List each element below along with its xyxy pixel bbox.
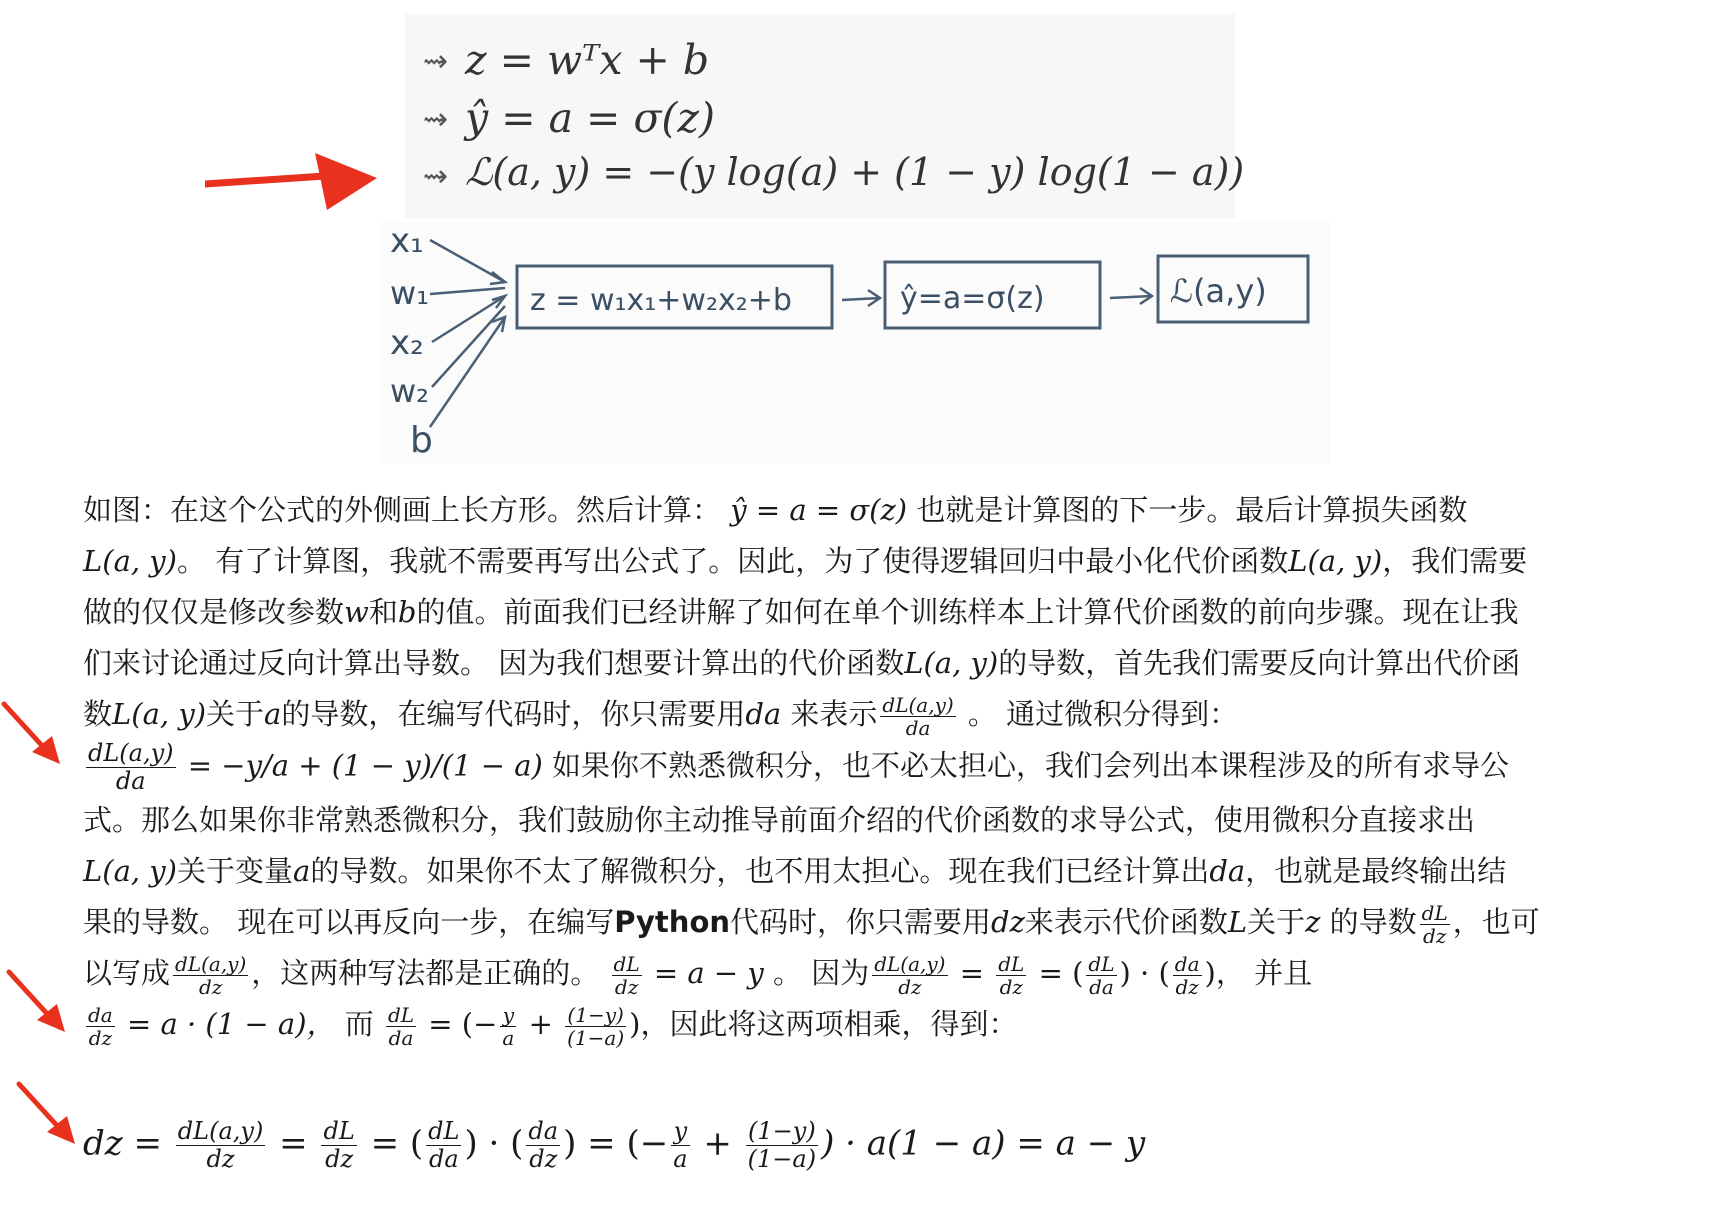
equation-part: ) · ( <box>464 1123 524 1164</box>
graph-input-x2: x₂ <box>390 323 424 363</box>
fraction-numerator: da <box>528 1117 559 1145</box>
fraction-denominator: da <box>428 1145 459 1173</box>
text-run: 和 <box>368 595 398 629</box>
fraction-numerator: dL <box>428 1117 460 1145</box>
text-run: 如图：在这个公式的外侧画上长方形。然后计算： <box>83 493 722 527</box>
formula-line-2: ŷ = a = σ(z) <box>465 94 716 142</box>
check-arrow-icon: ⇝ <box>423 44 449 79</box>
fraction-numerator: y <box>671 1118 689 1146</box>
fraction-denominator: dz <box>206 1145 235 1173</box>
red-arrow-icon <box>205 148 385 212</box>
graph-box-z-label: z = w₁x₁+w₂x₂+b <box>530 283 792 318</box>
paragraph <box>83 485 1695 1050</box>
graph-arrow-2 <box>1110 288 1152 304</box>
fraction <box>565 1004 626 1049</box>
fraction-numerator: dL <box>387 1002 415 1027</box>
graph-input-w2: w₂ <box>390 372 429 410</box>
inline-math: da <box>745 697 782 731</box>
inline-math: L(a, y) <box>83 544 177 578</box>
graph-box-yhat-label: ŷ=a=σ(z) <box>900 281 1045 316</box>
fraction <box>1086 953 1116 998</box>
fraction <box>173 953 248 998</box>
fraction-numerator: dL <box>613 951 640 976</box>
graph-arrow-1 <box>842 290 880 306</box>
graph-box-loss-label: ℒ(a,y) <box>1170 272 1267 310</box>
text-run: 。 有了计算图，我就不需要再写出公式了。因此，为了使得逻辑回归中最小化代价函数 <box>177 544 1289 578</box>
fraction-denominator: dz <box>614 974 639 999</box>
fraction <box>321 1118 356 1173</box>
text-run: 来表示 <box>781 697 878 731</box>
inline-math: L(a, y) <box>83 854 177 888</box>
text-run: 。 因为 <box>763 956 870 990</box>
fraction-denominator: dz <box>198 974 223 999</box>
text-run: 关于变量 <box>177 854 294 888</box>
inline-math: )， <box>1204 956 1245 990</box>
text-run: 的导数。如果你不太了解微积分，也不用太担心。现在我们已经计算出 <box>310 854 1210 888</box>
inline-math: = a − y <box>653 956 764 990</box>
text-run: 以写成 <box>83 956 171 990</box>
fraction-denominator: dz <box>529 1145 558 1173</box>
text-run: 的导数，在编写代码时，你只需要用 <box>281 697 746 731</box>
fraction <box>86 740 176 795</box>
inline-math: = ( <box>1038 956 1084 990</box>
computation-graph-image <box>380 222 1330 464</box>
computation-graph-svg <box>380 222 1330 464</box>
text-run: 们来讨论通过反向计算出导数。 因为我们想要计算出的代价函数 <box>83 646 905 680</box>
fraction-numerator: dL <box>323 1117 355 1145</box>
text-run: 也就是计算图的下一步。最后计算损失函数 <box>916 493 1468 527</box>
equation-part: + <box>703 1123 732 1164</box>
inline-math: w <box>344 595 369 629</box>
text-run: 的导数 <box>1320 905 1417 939</box>
text-run: ，这两种写法都是正确的。 <box>251 956 600 990</box>
text-run: 关于 <box>1247 905 1306 939</box>
inline-math: b <box>397 595 417 629</box>
fraction-numerator: dL <box>998 951 1025 976</box>
fraction <box>671 1118 689 1173</box>
text-run: 而 <box>335 1007 383 1041</box>
equation-part: dz = <box>83 1123 162 1164</box>
text-run: ，我们需要 <box>1382 544 1528 578</box>
fraction <box>526 1118 560 1173</box>
fraction-numerator: dL(a,y) <box>177 1117 264 1145</box>
inline-math: + <box>528 1007 553 1041</box>
fraction <box>612 953 642 998</box>
inline-math: = (− <box>428 1007 498 1041</box>
fraction-denominator: (1−a) <box>567 1025 625 1050</box>
fraction-denominator: da <box>115 767 146 795</box>
inline-math: L <box>1227 905 1248 939</box>
fraction-numerator: dL(a,y) <box>882 692 954 717</box>
inline-math: da <box>1209 854 1246 888</box>
fraction <box>872 953 947 998</box>
check-arrow-icon: ⇝ <box>423 102 449 137</box>
text-run: ，也可 <box>1452 905 1540 939</box>
text-run: Python <box>614 905 731 939</box>
fraction-denominator: dz <box>325 1145 354 1173</box>
fraction-denominator: dz <box>898 974 922 999</box>
fraction-denominator: dz <box>1423 923 1447 948</box>
inline-math: ) · ( <box>1119 956 1170 990</box>
text-run: 做的仅仅是修改参数 <box>83 595 345 629</box>
equation-part: = <box>279 1123 308 1164</box>
text-run: 果的导数。 现在可以再反向一步，在编写 <box>83 905 615 939</box>
inline-math: dz <box>991 905 1025 939</box>
fraction-denominator: da <box>1089 974 1114 999</box>
text-run: ，也就是最终输出结 <box>1245 854 1507 888</box>
inline-math: a <box>293 854 311 888</box>
fraction <box>1420 902 1450 947</box>
equation-part: = ( <box>370 1123 424 1164</box>
text-run: 如果你不熟悉微积分，也不必太担心，我们会列出本课程涉及的所有求导公 <box>542 748 1510 783</box>
text-run: 数 <box>83 697 113 731</box>
fraction-numerator: dL <box>1421 900 1448 925</box>
fraction-numerator: dL(a,y) <box>88 739 174 767</box>
text-run: 关于 <box>206 697 265 731</box>
fraction <box>996 953 1026 998</box>
formula-line-3: ℒ(a, y) = −(y log(a) + (1 − y) log(1 − a)) <box>465 150 1245 194</box>
text-run: 来表示代价函数 <box>1024 905 1228 939</box>
inline-math: = a · (1 − a)， <box>126 1007 336 1041</box>
fraction <box>386 1004 416 1049</box>
fraction <box>1173 953 1202 998</box>
fraction-numerator: dL <box>1088 951 1115 976</box>
fraction-denominator: dz <box>88 1025 113 1050</box>
formula-line-1: z = wᵀx + b <box>465 36 710 84</box>
inline-math: )， <box>629 1007 670 1041</box>
inline-math: a <box>264 697 282 731</box>
text-run: 式。那么如果你非常熟悉微积分，我们鼓励你主动推导前面介绍的代价函数的求导公式，使用微积分直接求出 <box>83 803 1476 837</box>
fraction-denominator: dz <box>1175 974 1199 999</box>
text-run: 的导数，首先我们需要反向计算出代价函 <box>998 646 1521 680</box>
red-arrow-icon <box>5 968 75 1038</box>
text-run: 因此将这两项相乘，得到： <box>669 1007 1018 1041</box>
graph-input-x1: x₁ <box>390 222 424 261</box>
fraction <box>500 1004 516 1049</box>
inline-math: = −y/a + (1 − y)/(1 − a) <box>187 748 543 783</box>
text-run: 的值。前面我们已经讲解了如何在单个训练样本上计算代价函数的前向步骤。现在让我 <box>416 595 1519 629</box>
fraction-denominator: a <box>502 1025 515 1050</box>
inline-math: L(a, y) <box>112 697 207 731</box>
fraction <box>426 1118 461 1173</box>
red-arrow-icon <box>0 700 70 770</box>
article-body <box>83 485 1695 1050</box>
fraction <box>176 1118 266 1173</box>
graph-input-w1: w₁ <box>390 274 429 312</box>
fraction-numerator: y <box>500 1004 516 1027</box>
final-equation <box>83 1118 1145 1173</box>
equation-part: ) · a(1 − a) = a − y <box>821 1123 1146 1164</box>
inline-math: z <box>1305 905 1321 939</box>
fraction-numerator: dL(a,y) <box>874 951 946 976</box>
inline-math: ŷ = a = σ(z) <box>730 493 908 527</box>
fraction <box>86 1004 115 1049</box>
graph-input-b: b <box>410 420 433 461</box>
formula-image <box>405 14 1245 219</box>
text-run: 代码时，你只需要用 <box>730 905 992 939</box>
input-arrows <box>430 240 505 427</box>
fraction-numerator: dL(a,y) <box>175 951 247 976</box>
fraction-numerator: (1−y) <box>565 1004 626 1027</box>
fraction <box>880 694 955 739</box>
fraction-denominator: (1−a) <box>747 1145 817 1173</box>
inline-math: L(a, y) <box>1288 544 1383 578</box>
text-run: 并且 <box>1244 956 1313 990</box>
fraction-denominator: a <box>673 1145 688 1173</box>
fraction-denominator: dz <box>999 974 1023 999</box>
fraction-denominator: da <box>388 1025 414 1050</box>
inline-math: L(a, y) <box>904 646 999 680</box>
inline-math: = <box>959 956 985 990</box>
red-arrow-icon <box>15 1080 85 1150</box>
fraction-numerator: da <box>88 1002 113 1027</box>
fraction <box>746 1118 818 1173</box>
fraction-numerator: da <box>1174 951 1200 976</box>
fraction-denominator: da <box>905 715 931 740</box>
text-run: 。 通过微积分得到： <box>967 697 1239 731</box>
fraction-numerator: (1−y) <box>746 1118 818 1146</box>
check-arrow-icon: ⇝ <box>423 159 449 194</box>
equation-part: ) = (− <box>563 1123 669 1164</box>
